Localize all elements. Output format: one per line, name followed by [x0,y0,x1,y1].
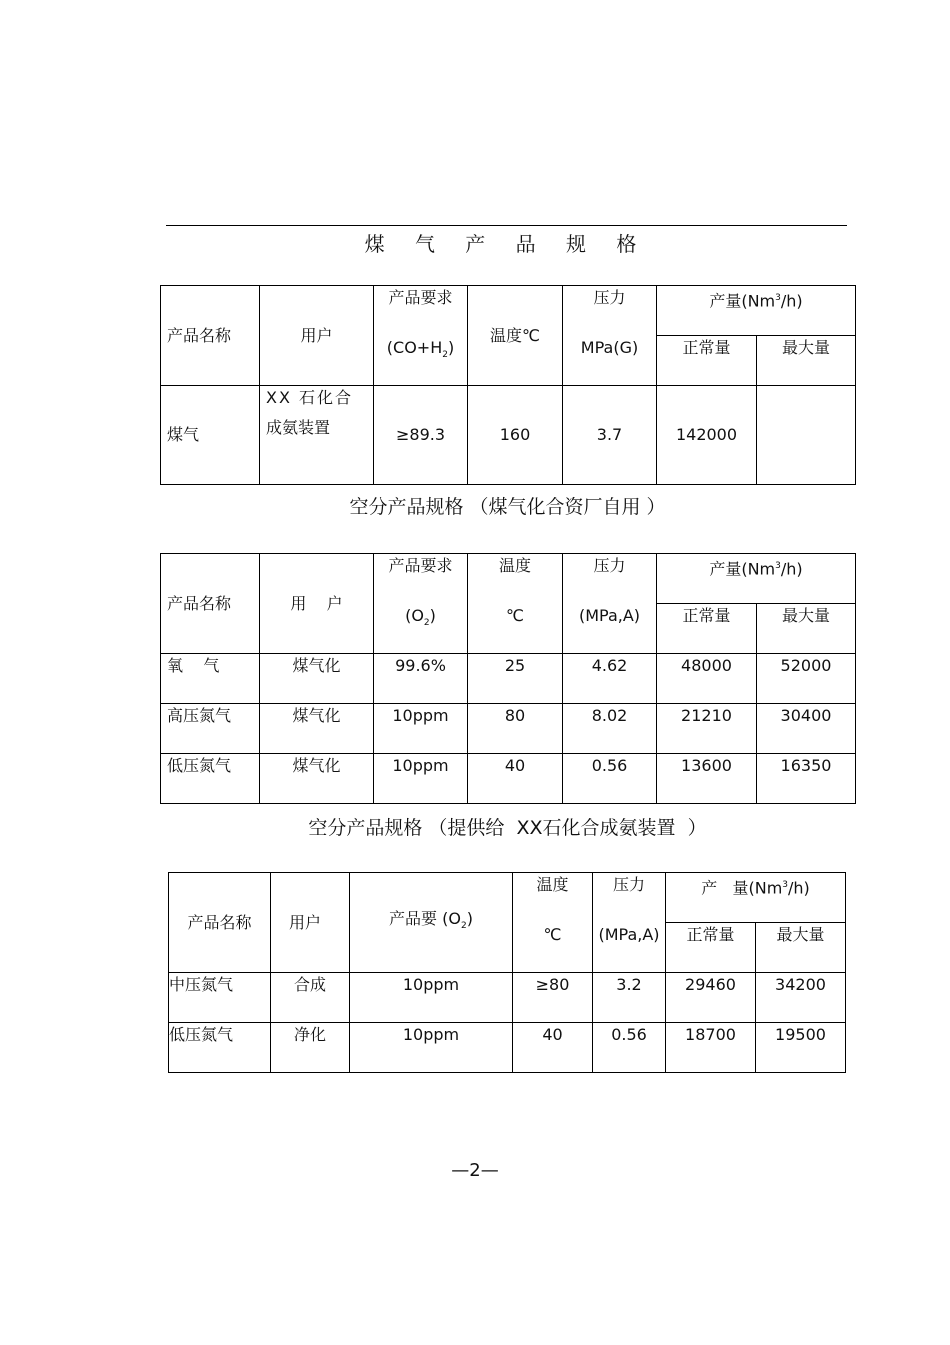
header-output: 产量(Nm$^3$/h) [657,286,856,336]
header-normal: 正常量 [657,604,757,654]
page-title: 煤 气 产 品 规 格 [364,232,649,256]
header-requirement: 产品要 $(O_2)$ [350,873,513,973]
air-separation-supply-table [168,872,846,1073]
header-requirement-line2: $(O_2)$ [405,606,436,629]
cell-press: 3.7 [563,386,657,485]
header-requirement [374,286,468,386]
header-normal: 正常量 [657,336,757,386]
cell-max: 34200 [756,973,846,1023]
cell-normal: 142000 [657,386,757,485]
cell-normal: 29460 [666,973,756,1023]
cell-user: 合成 [271,973,350,1023]
table-row [161,386,856,485]
header-pressure-line2: (MPa,A) [598,925,660,944]
cell-temp: 40 [513,1023,593,1073]
gas-spec-table [160,285,856,485]
cell-max: 52000 [757,654,856,704]
cell-temp: ≥80 [513,973,593,1023]
cell-temp: 160 [468,386,563,485]
header-temperature-line1: 温度 [536,875,569,894]
cell-user: 净化 [271,1023,350,1073]
header-requirement [374,554,468,654]
table-row [161,654,856,704]
header-product-name: 产品名称 [161,286,260,386]
header-temperature [468,554,563,654]
cell-max: 16350 [757,754,856,804]
cell-name: 中压氮气 [169,973,271,1023]
header-requirement-line1: 产品要求 [388,288,453,307]
cell-max: 19500 [756,1023,846,1073]
header-requirement-line2: $(CO+H_2)$ [386,338,455,361]
cell-press: 3.2 [593,973,666,1023]
cell-name: 高压氮气 [161,704,260,754]
header-product-name: 产品名称 [169,873,271,973]
cell-req: 99.6% [374,654,468,704]
header-output: 产量(Nm$^3$/h) [657,554,856,604]
header-user: 用户 [260,286,374,386]
header-temperature-line2: ℃ [506,606,524,625]
cell-user: 煤气化 [260,754,374,804]
header-user: 用 户 [260,554,374,654]
table-row [161,754,856,804]
cell-req: 10ppm [374,754,468,804]
header-rule [166,225,847,226]
cell-press: 0.56 [563,754,657,804]
header-pressure-line1: 压力 [593,556,626,575]
caption-air-separation-supply: 空分产品规格 （提供给 XX石化合成氨装置 ） [308,817,707,839]
cell-name: 低压氮气 [161,754,260,804]
cell-temp: 40 [468,754,563,804]
cell-normal: 21210 [657,704,757,754]
cell-name: 煤气 [161,386,260,485]
cell-temp: 80 [468,704,563,754]
cell-temp: 25 [468,654,563,704]
header-normal: 正常量 [666,923,756,973]
header-pressure [563,554,657,654]
header-max: 最大量 [757,604,856,654]
cell-user [260,386,374,485]
header-pressure-line2: (MPa,A) [578,606,641,625]
table-row [169,973,846,1023]
cell-user-line1: XX 石化合 [266,388,354,407]
header-pressure [593,873,666,973]
cell-req: ≥89.3 [374,386,468,485]
cell-normal: 13600 [657,754,757,804]
cell-name: 氧 气 [161,654,260,704]
header-temperature [513,873,593,973]
header-max: 最大量 [756,923,846,973]
cell-press: 8.02 [563,704,657,754]
header-output: 产 量(Nm$^3$/h) [666,873,846,923]
cell-req: 10ppm [350,973,513,1023]
header-temperature-line2: ℃ [543,925,562,944]
header-temperature: 温度℃ [468,286,563,386]
cell-normal: 18700 [666,1023,756,1073]
header-pressure-line1: 压力 [612,875,645,894]
header-product-name: 产品名称 [161,554,260,654]
cell-user-line2: 成氨装置 [266,418,331,437]
cell-req: 10ppm [350,1023,513,1073]
cell-max [757,386,856,485]
cell-press: 0.56 [593,1023,666,1073]
header-user: 用户 [271,873,350,973]
page-number: —2— [451,1160,499,1181]
header-pressure [563,286,657,386]
cell-user: 煤气化 [260,654,374,704]
cell-max: 30400 [757,704,856,754]
caption-air-separation-self-use: 空分产品规格 （煤气化合资厂自用 ） [349,496,666,518]
header-pressure-line1: 压力 [593,288,626,307]
cell-normal: 48000 [657,654,757,704]
table-row [169,1023,846,1073]
header-requirement-line1: 产品要求 [388,556,453,575]
table-row [161,704,856,754]
header-max: 最大量 [757,336,856,386]
header-temperature-line1: 温度 [498,556,531,575]
cell-req: 10ppm [374,704,468,754]
header-pressure-line2: MPa(G) [580,338,639,357]
cell-press: 4.62 [563,654,657,704]
cell-name: 低压氮气 [169,1023,271,1073]
cell-user: 煤气化 [260,704,374,754]
air-separation-self-use-table [160,553,856,804]
